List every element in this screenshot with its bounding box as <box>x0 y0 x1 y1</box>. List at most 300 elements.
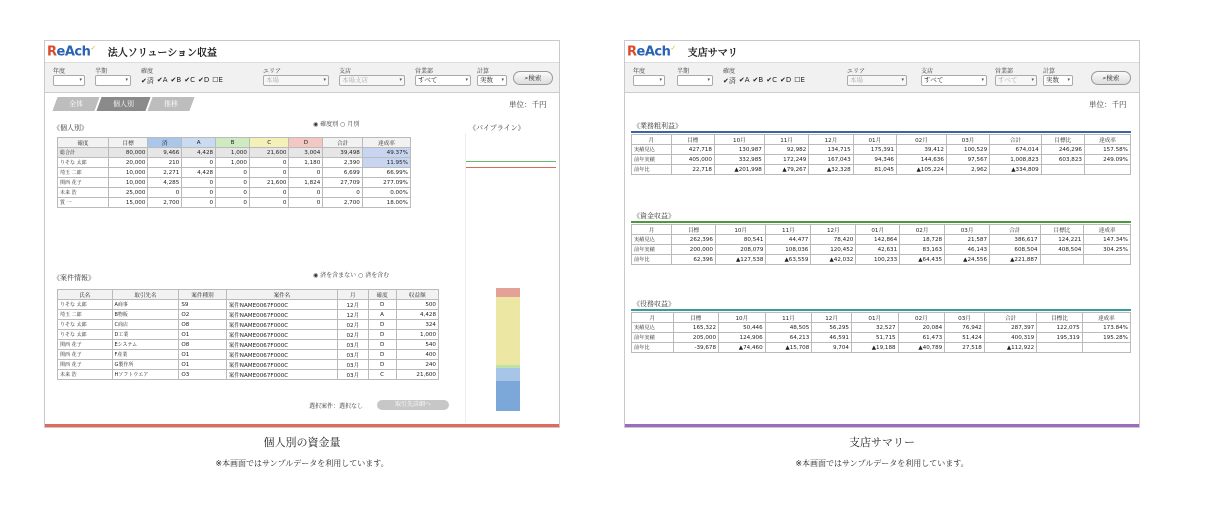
table-cell: 142,864 <box>856 235 900 245</box>
table-row[interactable] <box>58 178 411 188</box>
checkbox-label: B <box>758 76 764 84</box>
half-select[interactable] <box>95 75 131 86</box>
section-divider <box>631 131 1131 133</box>
checkbox-label: E <box>800 76 805 84</box>
table-cell: 12月 <box>338 310 369 320</box>
chevron-down-icon: ▾ <box>79 77 82 83</box>
section-title: 《資金収益》 <box>633 212 675 220</box>
checkbox-empty-icon: ☐ <box>794 76 801 84</box>
table-cell: 27,518 <box>945 343 985 353</box>
confidence-checkbox-1[interactable] <box>157 76 168 86</box>
table-cell: O2 <box>179 310 226 320</box>
table-row[interactable] <box>632 165 1131 175</box>
table-cell: ▲334,809 <box>990 165 1041 175</box>
table-cell: 51,715 <box>851 333 898 343</box>
personal-revenue-window <box>44 40 560 428</box>
confidence-checkbox-5[interactable] <box>212 76 223 86</box>
table-cell: ▲127,538 <box>715 255 766 265</box>
column-header: 合計 <box>990 135 1041 145</box>
table-row[interactable] <box>632 145 1131 155</box>
column-header: 確度 <box>58 138 109 148</box>
column-header: B <box>216 138 250 148</box>
column-header: C <box>249 138 289 148</box>
table-cell: 21,600 <box>249 178 289 188</box>
column-header: 10月 <box>715 225 766 235</box>
search-button[interactable]: ⌕検索 <box>513 71 553 85</box>
table-cell: りそな 太郎 <box>58 300 113 310</box>
table-cell: 157.58% <box>1084 145 1130 155</box>
table-cell: ▲221,887 <box>990 255 1041 265</box>
table-cell: C商店 <box>112 320 179 330</box>
cases-filter-radio[interactable]: ◉ 済を含まない ○ 済を含む <box>313 272 390 279</box>
table-row[interactable] <box>632 235 1131 245</box>
confidence-checkbox-2[interactable] <box>171 76 182 86</box>
confidence-checkbox-1[interactable] <box>739 76 750 86</box>
confidence-checkbox-3[interactable] <box>766 76 777 86</box>
table-header-row <box>632 225 1131 235</box>
table-cell: 0 <box>216 188 250 198</box>
table-row[interactable] <box>632 245 1131 255</box>
table-row[interactable] <box>58 188 411 198</box>
table-cell <box>1041 165 1084 175</box>
table-cell: 48,505 <box>765 323 812 333</box>
table-cell: 64,213 <box>765 333 812 343</box>
table-cell: 03月 <box>338 370 369 380</box>
table-cell: 134,715 <box>809 145 853 155</box>
table-cell: 0 <box>216 168 250 178</box>
table-cell: 66.99% <box>362 168 410 178</box>
sales-label: 営業部 <box>415 68 434 75</box>
table-cell: 39,498 <box>323 148 363 158</box>
checkbox-label: 済 <box>728 77 736 85</box>
table-cell: ▲42,032 <box>811 255 856 265</box>
column-header: 01月 <box>851 313 898 323</box>
column-header: 12月 <box>811 225 856 235</box>
column-header: 03月 <box>945 313 985 323</box>
table-cell: 9,704 <box>812 343 852 353</box>
table-cell <box>1037 343 1082 353</box>
table-cell: 195,319 <box>1037 333 1082 343</box>
confidence-checkbox-4[interactable] <box>780 76 791 86</box>
chevron-down-icon: ▾ <box>465 77 468 83</box>
column-header: 目標比 <box>1040 225 1084 235</box>
table-cell: 92,982 <box>764 145 808 155</box>
table-cell: 205,000 <box>673 333 718 343</box>
column-header: 確度 <box>368 290 396 300</box>
table-cell: 埼玉 二郎 <box>58 168 109 178</box>
table-cell: 46,591 <box>812 333 852 343</box>
table-cell: A商事 <box>112 300 179 310</box>
table-cell: D <box>368 360 396 370</box>
table-cell: 80,000 <box>108 148 148 158</box>
table-cell: 前年実績 <box>632 333 674 343</box>
table-cell: 49.37% <box>362 148 410 158</box>
chevron-down-icon: ▾ <box>1031 77 1034 83</box>
column-header: 11月 <box>765 313 812 323</box>
table-cell: 前年実績 <box>632 155 672 165</box>
table-cell: C <box>368 370 396 380</box>
branch-select[interactable]: 本場支店 ▾ <box>339 75 405 86</box>
column-header: 合計 <box>984 313 1036 323</box>
table-cell: 03月 <box>338 360 369 370</box>
pipeline-segment-A <box>496 368 520 382</box>
table-row[interactable] <box>58 310 439 320</box>
panel-bottom-bar <box>625 424 1139 427</box>
table-cell: 案件NAME0067F000C <box>226 350 337 360</box>
table-cell: ▲15,708 <box>765 343 812 353</box>
confidence-checkbox-3[interactable] <box>184 76 195 86</box>
table-cell: 1,000 <box>396 330 438 340</box>
table-cell: 1,000 <box>216 158 250 168</box>
table-cell: 案件NAME0067F000C <box>226 330 337 340</box>
table-cell: 0 <box>148 188 182 198</box>
table-cell: 130,987 <box>714 145 764 155</box>
column-header: D <box>289 138 323 148</box>
table-cell: 0 <box>182 188 216 198</box>
column-header: 目標比 <box>1041 135 1084 145</box>
column-header: 目標比 <box>1037 313 1082 323</box>
table-cell: 案件NAME0067F000C <box>226 300 337 310</box>
year-select[interactable] <box>53 75 85 86</box>
filter-bar <box>45 63 559 93</box>
table-cell: 42,631 <box>856 245 900 255</box>
table-cell: ▲63,559 <box>766 255 811 265</box>
table-cell: 案件NAME0067F000C <box>226 370 337 380</box>
table-row[interactable] <box>58 350 439 360</box>
sales-select[interactable]: すべて ▾ <box>995 75 1037 86</box>
table-cell: 173.84% <box>1082 323 1130 333</box>
table-cell: 1,180 <box>289 158 323 168</box>
table-row[interactable] <box>632 323 1131 333</box>
personal-section-title: 《個人別》 <box>53 124 88 132</box>
column-header: 10月 <box>719 313 766 323</box>
column-header: 月 <box>632 313 674 323</box>
table-cell: 2,390 <box>323 158 363 168</box>
note-left: ※本画面ではサンプルデータを利用しています。 <box>215 459 389 468</box>
checkbox-label: 済 <box>146 77 154 85</box>
column-header: 12月 <box>812 313 852 323</box>
confidence-checkboxes <box>141 76 223 86</box>
column-header: 済 <box>148 138 182 148</box>
table-cell: 56,295 <box>812 323 852 333</box>
column-header: 11月 <box>766 225 811 235</box>
table-cell: 1,824 <box>289 178 323 188</box>
checkbox-label: E <box>218 76 223 84</box>
calc-select[interactable]: 実数 ▾ <box>1043 75 1073 86</box>
checkbox-label: C <box>190 76 195 84</box>
table-cell: 332,985 <box>714 155 764 165</box>
table-cell: Hソフトウエア <box>112 370 179 380</box>
table-row[interactable] <box>632 343 1131 353</box>
table-cell: 02月 <box>338 320 369 330</box>
table-cell: 10,000 <box>108 178 148 188</box>
search-button[interactable]: ⌕検索 <box>1091 71 1131 85</box>
table-cell: 20,084 <box>898 323 945 333</box>
table-cell: 76,942 <box>945 323 985 333</box>
table-cell: 608,504 <box>990 245 1041 255</box>
table-cell: 0 <box>216 178 250 188</box>
table-cell: 案件NAME0067F000C <box>226 360 337 370</box>
column-header: 02月 <box>896 135 946 145</box>
table-row[interactable] <box>632 155 1131 165</box>
chevron-down-icon: ▾ <box>125 77 128 83</box>
table-cell: 4,428 <box>182 168 216 178</box>
table-cell: 81,045 <box>853 165 896 175</box>
column-header: 03月 <box>946 135 989 145</box>
section-divider <box>631 309 1131 311</box>
table-cell: 0 <box>216 198 250 208</box>
table-cell: 0 <box>249 198 289 208</box>
tab-trend[interactable]: 推移 <box>147 97 194 111</box>
table-cell: 総合計 <box>58 148 109 158</box>
search-icon: ⌕ <box>524 74 529 82</box>
table-cell <box>1084 165 1130 175</box>
pipeline-stacked-bar <box>496 288 520 411</box>
table-cell: 94,346 <box>853 155 896 165</box>
pipeline-chart <box>465 133 555 423</box>
panel-bottom-bar <box>45 424 559 427</box>
column-header: 目標 <box>108 138 148 148</box>
confidence-label: 確度 <box>723 68 736 75</box>
table-cell: 4,285 <box>148 178 182 188</box>
confidence-label: 確度 <box>141 68 154 75</box>
column-header: 目標 <box>672 225 716 235</box>
table-cell: O1 <box>179 360 226 370</box>
table-cell: 案件NAME0067F000C <box>226 340 337 350</box>
table-cell: 02月 <box>338 330 369 340</box>
sales-select[interactable]: すべて ▾ <box>415 75 471 86</box>
table-header-row <box>632 313 1131 323</box>
table-row[interactable] <box>632 333 1131 343</box>
confidence-checkbox-0[interactable] <box>141 76 154 86</box>
checkbox-checked-icon: ✔ <box>198 76 204 84</box>
checkbox-checked-icon: ✔ <box>184 76 191 84</box>
table-cell: 2,700 <box>323 198 363 208</box>
customer-detail-button[interactable]: 取引先詳細へ <box>377 400 449 410</box>
table-cell: 質 一 <box>58 198 109 208</box>
table-row[interactable] <box>632 255 1131 265</box>
chevron-down-icon: ▾ <box>501 77 504 83</box>
sales-label: 営業部 <box>995 68 1014 75</box>
area-select[interactable]: 本場 ▾ <box>847 75 907 86</box>
table-cell: 83,163 <box>900 245 945 255</box>
table-cell: ▲24,556 <box>945 255 990 265</box>
calc-label: 計算 <box>1043 68 1056 75</box>
table-cell: Eシステム <box>112 340 179 350</box>
table-cell: ▲40,789 <box>898 343 945 353</box>
table-row[interactable] <box>58 168 411 178</box>
half-label: 半期 <box>95 68 108 75</box>
table-cell: D <box>368 300 396 310</box>
table-cell: 27,709 <box>323 178 363 188</box>
view-tabs <box>55 97 192 111</box>
confidence-checkbox-4[interactable] <box>198 76 209 86</box>
checkbox-empty-icon: ☐ <box>212 76 219 84</box>
table-cell: りそな 太郎 <box>58 320 113 330</box>
table-cell: 0 <box>182 158 216 168</box>
table-cell: ▲201,998 <box>714 165 764 175</box>
table-cell: 0 <box>289 168 323 178</box>
table-cell: O3 <box>179 370 226 380</box>
table-cell: 147.34% <box>1084 235 1131 245</box>
table-cell: 9,466 <box>148 148 182 158</box>
table-cell: 前年比 <box>632 255 672 265</box>
search-icon: ⌕ <box>1102 74 1107 82</box>
table-cell: 18.00% <box>362 198 410 208</box>
column-header: 12月 <box>809 135 853 145</box>
table-row[interactable] <box>58 198 411 208</box>
table-row[interactable] <box>58 148 411 158</box>
table-cell: 未来 浩 <box>58 188 109 198</box>
table-row[interactable] <box>58 320 439 330</box>
pipeline-title: 《パイプライン》 <box>469 124 525 132</box>
table-cell: 前年比 <box>632 343 674 353</box>
confidence-checkbox-0[interactable] <box>723 76 736 86</box>
table-cell: O1 <box>179 350 226 360</box>
column-header: 01月 <box>856 225 900 235</box>
section-title: 《役務収益》 <box>633 300 675 308</box>
table-cell: 100,233 <box>856 255 900 265</box>
half-select[interactable] <box>677 75 713 86</box>
table-cell: 144,636 <box>896 155 946 165</box>
column-header: 02月 <box>900 225 945 235</box>
pipeline-total-line <box>466 167 556 168</box>
cases-section-title: 《案件情報》 <box>53 274 95 282</box>
table-cell: F産業 <box>112 350 179 360</box>
table-cell <box>1084 255 1131 265</box>
year-label: 年度 <box>53 68 66 75</box>
table-cell: 386,617 <box>990 235 1041 245</box>
table-cell: 200,000 <box>672 245 716 255</box>
table-cell: 6,699 <box>323 168 363 178</box>
column-header: 案件種別 <box>179 290 226 300</box>
unit-label: 単位：千円 <box>1089 100 1127 109</box>
column-header: 合計 <box>323 138 363 148</box>
half-label: 半期 <box>677 68 690 75</box>
section-table <box>631 134 1131 175</box>
table-cell: 2,700 <box>148 198 182 208</box>
reach-logo: ReAch✓ <box>47 43 96 60</box>
table-row[interactable] <box>58 158 411 168</box>
section-divider <box>631 221 1131 223</box>
table-row[interactable] <box>58 340 439 350</box>
table-cell: りそな 太郎 <box>58 330 113 340</box>
table-cell: 2,962 <box>946 165 989 175</box>
table-cell: 15,000 <box>108 198 148 208</box>
checkbox-label: C <box>772 76 777 84</box>
column-header: 取引先名 <box>112 290 179 300</box>
pipeline-target-line <box>466 161 556 162</box>
app-header <box>625 41 1139 63</box>
table-cell: ▲19,188 <box>851 343 898 353</box>
tab-overall[interactable]: 全体 <box>52 97 99 111</box>
personal-view-radio[interactable]: ◉ 確度別 ○ 月別 <box>313 121 360 128</box>
confidence-checkboxes <box>723 76 805 86</box>
table-cell: 12月 <box>338 300 369 310</box>
branch-select[interactable]: すべて ▾ <box>921 75 987 86</box>
table-row[interactable] <box>58 300 439 310</box>
checkbox-checked-icon: ✔ <box>752 76 759 84</box>
table-cell: 262,396 <box>672 235 716 245</box>
area-label: エリア <box>847 68 866 75</box>
table-cell: 62,396 <box>672 255 716 265</box>
table-cell: 287,397 <box>984 323 1036 333</box>
table-cell: D <box>368 330 396 340</box>
table-cell: 21,600 <box>249 148 289 158</box>
area-label: エリア <box>263 68 282 75</box>
table-cell: 122,075 <box>1037 323 1082 333</box>
checkbox-checked-icon: ✔ <box>156 76 163 84</box>
table-cell: 3,004 <box>289 148 323 158</box>
pipeline-segment-済 <box>496 381 520 410</box>
unit-label: 単位：千円 <box>509 100 547 109</box>
note-right: ※本画面ではサンプルデータを利用しています。 <box>795 459 969 468</box>
chevron-down-icon: ▾ <box>981 77 984 83</box>
table-cell: 0 <box>323 188 363 198</box>
table-cell: 埼玉 二郎 <box>58 310 113 320</box>
table-cell: 0 <box>289 198 323 208</box>
table-cell: 674,014 <box>990 145 1041 155</box>
selected-case-label: 選択案件：選択なし <box>309 403 364 410</box>
table-cell: G製作所 <box>112 360 179 370</box>
year-select[interactable] <box>633 75 665 86</box>
table-cell: 61,473 <box>898 333 945 343</box>
tab-personal[interactable]: 個人別 <box>96 97 150 111</box>
column-header: 氏名 <box>58 290 113 300</box>
table-row[interactable] <box>58 370 439 380</box>
checkbox-checked-icon: ✔ <box>738 76 745 84</box>
table-cell: 195.28% <box>1082 333 1130 343</box>
table-row[interactable] <box>58 330 439 340</box>
table-cell: 4,428 <box>182 148 216 158</box>
column-header: 目標 <box>671 135 714 145</box>
column-header: 案件名 <box>226 290 337 300</box>
table-cell: 関西 花子 <box>58 360 113 370</box>
table-cell: 関西 花子 <box>58 350 113 360</box>
column-header: 達成率 <box>1084 225 1131 235</box>
table-cell: ▲64,435 <box>900 255 945 265</box>
column-header: 合計 <box>990 225 1041 235</box>
table-cell: 46,143 <box>945 245 990 255</box>
table-cell: O8 <box>179 340 226 350</box>
checkbox-checked-icon: ✔ <box>141 77 147 85</box>
table-cell: 1,000 <box>216 148 250 158</box>
checkbox-label: A <box>744 76 750 84</box>
checkbox-label: D <box>785 76 792 84</box>
column-header: 収益額 <box>396 290 438 300</box>
table-cell: 前年比 <box>632 165 672 175</box>
column-header: 月 <box>338 290 369 300</box>
table-cell: 22,718 <box>671 165 714 175</box>
calc-select[interactable]: 実数 ▾ <box>477 75 507 86</box>
table-cell: 0 <box>249 168 289 178</box>
table-cell: S9 <box>179 300 226 310</box>
table-header-row <box>58 290 439 300</box>
table-row[interactable] <box>58 360 439 370</box>
table-cell: 124,906 <box>719 333 766 343</box>
section-table <box>631 312 1131 353</box>
confidence-checkbox-5[interactable] <box>794 76 805 86</box>
branch-label: 支店 <box>921 68 934 75</box>
table-cell: 80,541 <box>715 235 766 245</box>
pipeline-segment-C <box>496 297 520 364</box>
confidence-checkbox-2[interactable] <box>753 76 764 86</box>
column-header: 達成率 <box>1082 313 1130 323</box>
area-select[interactable]: 本場 ▾ <box>263 75 329 86</box>
chevron-down-icon: ▾ <box>323 77 326 83</box>
table-cell: 実績見込 <box>632 323 674 333</box>
table-cell: 50,446 <box>719 323 766 333</box>
